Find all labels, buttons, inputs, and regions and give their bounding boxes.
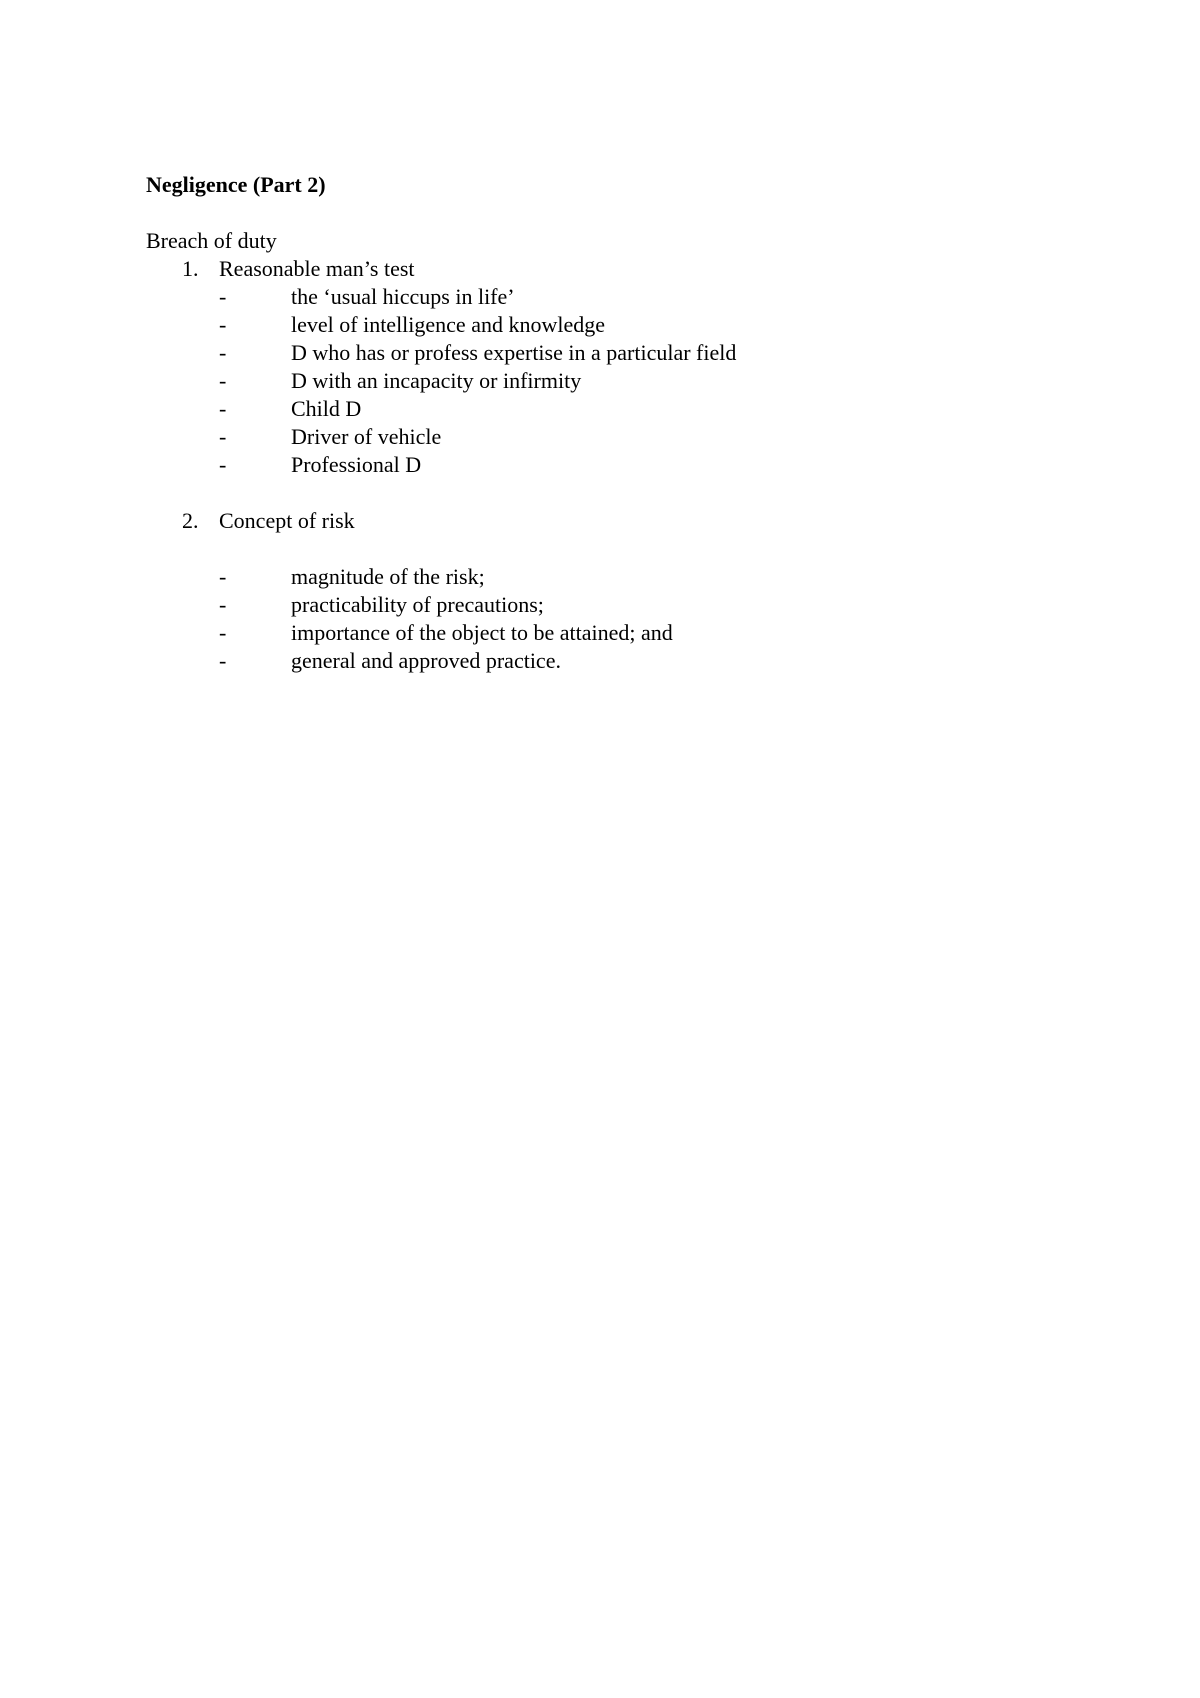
bullet-item [146, 591, 1126, 619]
spacer [146, 535, 1126, 563]
dash-marker: - [219, 368, 227, 393]
item-number: 2. [182, 508, 199, 533]
bullet-item [146, 339, 1126, 367]
bullet-text: Professional D [291, 452, 422, 477]
bullet-text: Child D [291, 396, 362, 421]
item-label: Reasonable man’s test [219, 256, 415, 281]
bullet-item [146, 451, 1126, 479]
item-number: 1. [182, 256, 199, 281]
bullet-text: the ‘usual hiccups in life’ [291, 284, 515, 309]
spacer [146, 199, 1126, 227]
document-body [146, 171, 1126, 675]
dash-marker: - [219, 284, 227, 309]
dash-marker: - [219, 312, 227, 337]
numbered-item-1 [146, 255, 1126, 283]
bullet-item [146, 283, 1126, 311]
dash-marker: - [219, 564, 227, 589]
bullet-text: D who has or profess expertise in a particular field [291, 340, 737, 365]
dash-marker: - [219, 396, 227, 421]
section-heading: Breach of duty [146, 228, 277, 253]
spacer [146, 479, 1126, 507]
item-label: Concept of risk [219, 508, 355, 533]
dash-marker: - [219, 452, 227, 477]
dash-marker: - [219, 620, 227, 645]
dash-marker: - [219, 592, 227, 617]
bullet-text: level of intelligence and knowledge [291, 312, 605, 337]
bullet-item [146, 563, 1126, 591]
bullet-text: importance of the object to be attained; and [291, 620, 673, 645]
numbered-item-2 [146, 507, 1126, 535]
document-title: Negligence (Part 2) [146, 172, 326, 197]
bullet-item [146, 367, 1126, 395]
dash-marker: - [219, 340, 227, 365]
bullet-text: magnitude of the risk; [291, 564, 485, 589]
dash-marker: - [219, 424, 227, 449]
bullet-text: general and approved practice. [291, 648, 561, 673]
bullet-text: practicability of precautions; [291, 592, 544, 617]
bullet-item [146, 647, 1126, 675]
bullet-text: Driver of vehicle [291, 424, 442, 449]
bullet-item [146, 423, 1126, 451]
bullet-item [146, 311, 1126, 339]
bullet-item [146, 395, 1126, 423]
bullet-item [146, 619, 1126, 647]
bullet-text: D with an incapacity or infirmity [291, 368, 582, 393]
dash-marker: - [219, 648, 227, 673]
